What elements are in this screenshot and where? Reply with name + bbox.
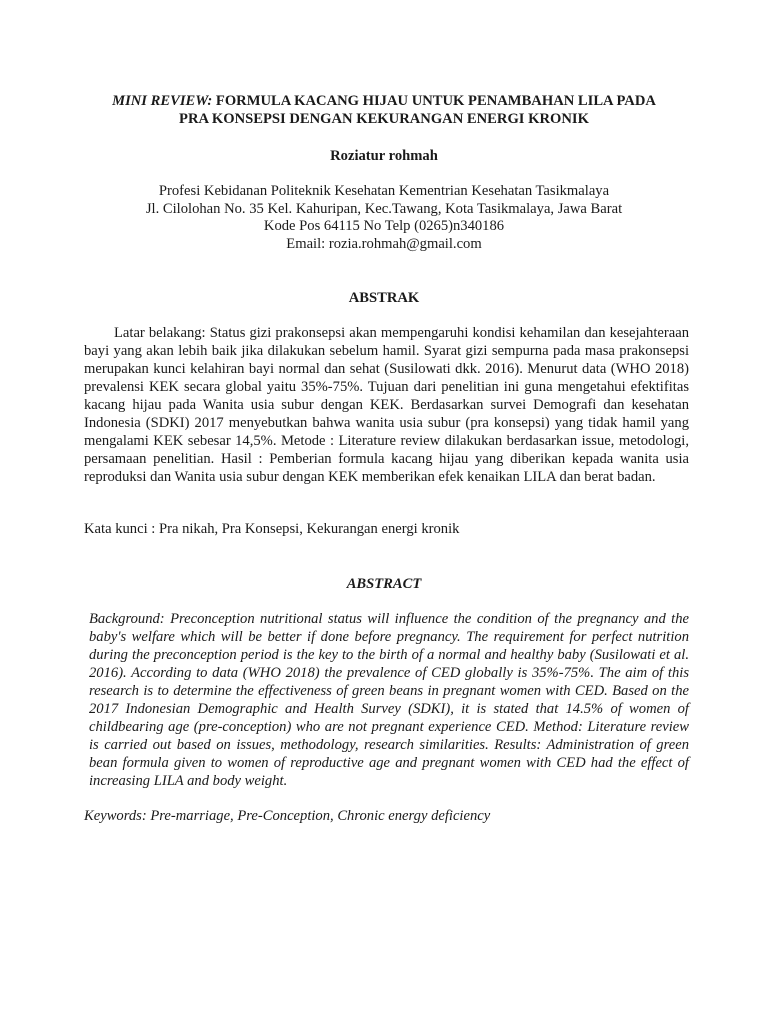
abstrak-paragraph: Latar belakang: Status gizi prakonsepsi akan mempengaruhi kondisi kehamilan dan kesejahteraan bayi yang akan lebih baik jika dilakukan sebelum hamil. Syarat gizi sempurna pada masa prakonsepsi merupakan kunci kelahiran bayi normal dan sehat (Susilowati dkk. 2016). Menurut data (WHO 2018) prevalensi KEK secara global yaitu 35%-75%. Tujuan dari penelitian ini guna mengetahui efektifitas kacang hijau pada Wanita usia subur dengan KEK. Berdasarkan survei Demografi dan kesehatan Indonesia (SDKI) 2017 menyebutkan bahwa wanita usia subur (pra konsepsi) yang tidak hamil yang mengalami KEK sebesar 14,5%. Metode : Literature review dilakukan berdasarkan issue, metodologi, persamaan penelitian. Hasil : Pemberian formula kacang hijau yang diberikan kepada wanita usia reproduksi dan Wanita usia subur dengan KEK memberikan efek kenaikan LILA dan berat badan. — [84, 325, 689, 485]
affiliation-postal-phone: Kode Pos 64115 No Telp (0265)n340186 — [263, 218, 505, 235]
affiliation-email: Email: rozia.rohmah@gmail.com — [286, 236, 482, 253]
title-lead: MINI REVIEW: — [112, 93, 213, 109]
affiliation-address: Jl. Cilolohan No. 35 Kel. Kahuripan, Kec.Tawang, Kota Tasikmalaya, Jawa Barat — [145, 200, 623, 217]
title-line-1: FORMULA KACANG HIJAU UNTUK PENAMBAHAN LILA PADA — [212, 93, 656, 109]
title-line-2: PRA KONSEPSI DENGAN KEKURANGAN ENERGI KRONIK — [179, 110, 589, 127]
abstract-heading: ABSTRACT — [346, 576, 422, 592]
affiliation-block — [60, 183, 708, 254]
keywords: Keywords: Pre-marriage, Pre-Conception, Chronic energy deficiency — [84, 808, 491, 824]
paper-title — [60, 93, 708, 128]
kata-kunci: Kata kunci : Pra nikah, Pra Konsepsi, Kekurangan energi kronik — [84, 521, 460, 537]
author-name: Roziatur rohmah — [330, 148, 438, 164]
affiliation-institution: Profesi Kebidanan Politeknik Kesehatan Kementrian Kesehatan Tasikmalaya — [158, 183, 610, 199]
abstrak-heading: ABSTRAK — [348, 290, 420, 306]
abstract-paragraph: Background: Preconception nutritional status will influence the condition of the pregnancy and the baby's welfare which will be better if done before pregnancy. The requirement for perfect nutrition during the preconception period is the key to the birth of a normal and healthy baby (Susilowati et al. 2016). According to data (WHO 2018) the prevalence of CED globally is 35%-75%. The aim of this research is to determine the effectiveness of green beans in pregnant women with CED. Based on the 2017 Indonesian Demographic and Health Survey (SDKI), it is stated that 14.5% of women of childbearing age (pre-conception) who are not pregnant experience CED. Method: Literature review is carried out based on issues, methodology, research similarities. Results: Administration of green bean formula given to women of reproductive age and pregnant women with CED had the effect of increasing LILA and body weight. — [89, 611, 689, 789]
